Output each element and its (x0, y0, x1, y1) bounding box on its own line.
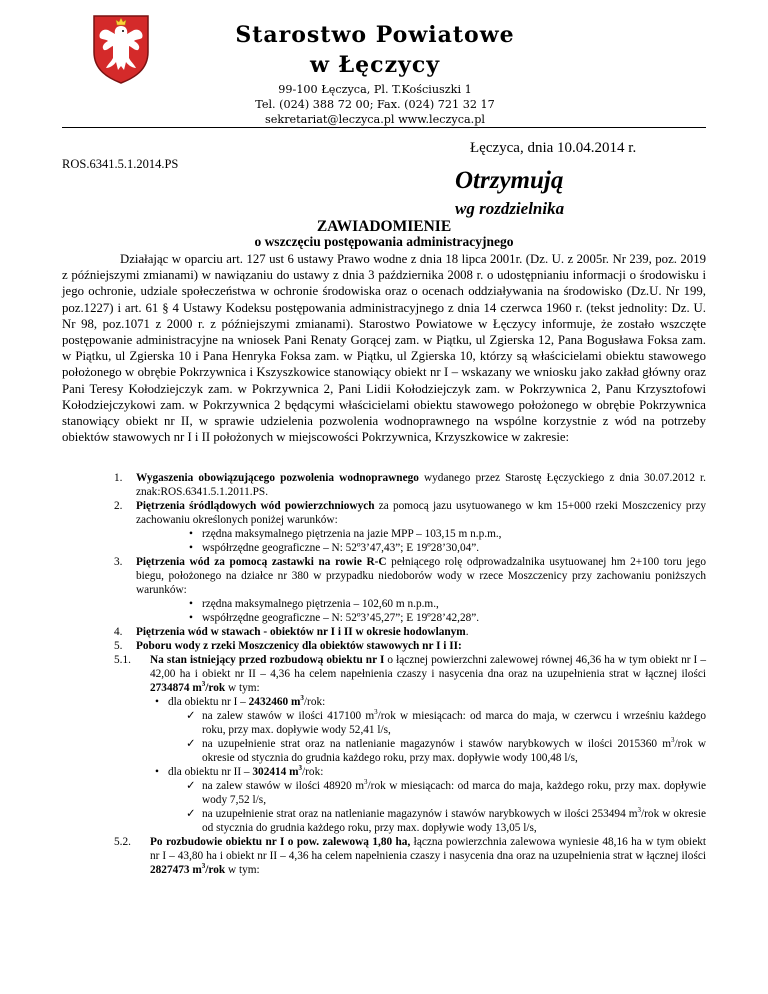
reference-number: ROS.6341.5.1.2014.PS (62, 157, 179, 171)
unit-superscript: 3 (637, 806, 642, 815)
bullet-item (62, 611, 706, 625)
bullet-dot-icon: • (189, 612, 193, 624)
org-phone-fax: Tel. (024) 388 72 00; Fax. (024) 721 32 17 (255, 98, 495, 111)
bullet-dot-icon: • (189, 542, 193, 554)
check-text: na zalew stawów w ilości 48920 m (202, 780, 365, 792)
item-number: 5. (114, 640, 123, 652)
sub-item-heading: Po rozbudowie obiektu nr I o pow. zalewową 1,80 ha, (150, 836, 411, 848)
unit-superscript: 3 (298, 764, 303, 773)
unit-superscript: 3 (201, 680, 206, 689)
item-heading: Wygaszenia obowiązującego pozwolenia wodnoprawnego (136, 472, 419, 484)
object-label: dla obiektu nr I – (168, 696, 249, 708)
intro-paragraph: Działając w oparciu art. 127 ust 6 ustawy Prawo wodne z dnia 18 lipca 2001r. (Dz. U. z 2005r. Nr 239, poz. 2019 z późniejszymi zmianami) w nawiązaniu do ustawy z dnia 3 października 2008 r. o udostępnianiu informacji o środowisku i jego ochronie, udziale społeczeństwa w ochronie środowiska oraz o ocenach oddziaływania na środowisko (Dz.U. Nr 199, poz.1227) i art. 61 § 4 Ustawy Kodeksu postępowania administracyjnego z dnia 14 czerwca 1960 r. (tekst jednolity: Dz. U. Nr 98, poz.1071 z 2000 r. z późniejszymi zmianami). Starostwo Powiatowe w Łęczycy informuje, że zostało wszczęte postępowanie administracyjne na wniosek Pani Renaty Gorącej zam. w Piątku, ul Zgierska 12, Pana Bogusława Foksa zam. w Piątku, ul Zgierska 10 i Pana Henryka Foksa zam. w Piątku, ul Zgierska 10, którzy są właścicielami obiektu stawowego położonego w obrębie Pokrzywnica i Kszyszkowice stanowiący obiekt nr I – wskazany we wniosku jako zakład główny oraz Pani Teresy Kołodziejczyk zam. w Pokrzywnica 2, Pani Lidii Kołodziejczyk zam. w Pokrzywnica 2, Panu Krzysztofowi Kołodziejczykowi zam. w Pokrzywnica 2 będącymi właścicielami obiektu stawowego położonego w obrębie Pokrzywnica stanowiący obiekt nr II, w sprawie udzielenia pozwolenia wodnoprawnego na wspólne korzystnie z wód na potrzeby obiektów stawowych nr I i II położonych w miejscowości Pokrzywnica, Krzyszkowice w zakresie: (62, 252, 706, 445)
sub-item-number: 5.2. (114, 836, 131, 848)
bullet-item (62, 597, 706, 611)
bullet-text: współrzędne geograficzne – N: 52º3’45,27”; E 19º28’42,28”. (202, 612, 480, 624)
item-text: za pomocą jazu usytuowanego w km 15+000 rzeki Moszczenicy przy zachowaniu określonych poniżej warunków: (136, 500, 706, 526)
sub-item-heading: Na stan istniejący przed rozbudową obiektu nr I (150, 654, 385, 666)
item-text: pełniącego rolę odprowadzalnika usytuowanej hm 2+100 toru jego biegu, położonego na działce nr 380 w przypadku niedoborów wody w rzece Moszczenicy przy zachowaniu poniższych warunków: (136, 556, 706, 596)
unit-superscript: 3 (364, 778, 368, 787)
bullet-text: rzędna maksymalnego piętrzenia – 102,60 m n.p.m., (202, 598, 439, 610)
bullet-text: współrzędne geograficzne – N: 52º3’47,43”; E 19º28’30,04”. (202, 542, 480, 554)
org-name-line2: w Łęczycy (309, 52, 441, 78)
check-text: na zalew stawów w ilości 417100 m (202, 710, 375, 722)
object-unit: /rok: (302, 766, 324, 778)
check-item (62, 779, 706, 807)
item-number: 2. (114, 500, 123, 512)
list-item (62, 625, 706, 639)
org-email-www: sekretariat@leczyca.pl www.leczyca.pl (265, 113, 485, 126)
sub-item-text: łączna powierzchnia zalewowa wyniesie 48,16 ha w tym obiekt nr I – 43,80 ha i obiekt nr II – 4,36 ha celem napełnienia czaszy i nasycenia dna oraz na uzupełnienia strat w łącznej ilości (150, 836, 706, 862)
recipients-title: Otrzymują (455, 167, 564, 194)
volume-unit: /rok (205, 864, 226, 876)
org-address: 99-100 Łęczyca, Pl. T.Kościuszki 1 (278, 83, 472, 96)
check-item (62, 807, 706, 835)
checkmark-icon: ✓ (186, 738, 196, 750)
bullet-item (62, 541, 706, 555)
bullet-dot-icon: • (155, 766, 159, 778)
check-text: /rok w okresie od stycznia do grudnia każdego roku, przy max. dopływie wody 13,05 l/s, (202, 808, 706, 834)
checkmark-icon: ✓ (186, 780, 196, 792)
unit-superscript: 3 (300, 694, 304, 703)
item-heading: Poboru wody z rzeki Moszczenicy dla obiektów stawowych nr I i II: (136, 640, 462, 652)
volume-value: 2734874 m (150, 682, 202, 694)
object-volume: 302414 m (252, 766, 299, 778)
object-volume: 2432460 m (248, 696, 301, 708)
header-divider (62, 127, 706, 128)
sub-item-number: 5.1. (114, 654, 131, 666)
sub-item (62, 835, 706, 877)
notice-title: ZAWIADOMIENIE (316, 218, 452, 235)
item-heading: Piętrzenia wód za pomocą zastawki na rowie R-C (136, 556, 387, 568)
check-text: na uzupełnienie strat oraz na natlenianie magazynów i stawów narybkowych w ilości 2015360 m (202, 738, 671, 750)
check-text: /rok w miesiącach: od marca do maja, każdego roku, przy max. dopływie wody 7,52 l/s, (202, 780, 706, 806)
scope-list (62, 471, 706, 877)
coat-of-arms-icon (92, 14, 150, 84)
list-item (62, 639, 706, 653)
item-heading: Piętrzenia wód w stawach - obiektów nr I i II w okresie hodowlanym (136, 626, 466, 638)
list-item (62, 555, 706, 597)
item-number: 1. (114, 472, 123, 484)
bullet-dot-icon: • (155, 696, 159, 708)
item-number: 3. (114, 556, 123, 568)
org-name-line1: Starostwo Powiatowe (235, 22, 515, 48)
sub-item-text: w tym: (225, 864, 260, 876)
sub-item-text: w tym: (225, 682, 260, 694)
check-item (62, 737, 706, 765)
bullet-dot-icon: • (189, 528, 193, 540)
letter-date: Łęczyca, dnia 10.04.2014 r. (470, 140, 637, 156)
bullet-item (62, 695, 706, 709)
unit-superscript: 3 (201, 862, 206, 871)
volume-value: 2827473 m (150, 864, 202, 876)
object-label: dla obiektu nr II – (168, 766, 253, 778)
list-item (62, 471, 706, 499)
volume-unit: /rok (205, 682, 226, 694)
list-item (62, 499, 706, 527)
checkmark-icon: ✓ (186, 710, 196, 722)
check-text: /rok w okresie od stycznia do grudnia każdego roku, przy max. dopływie wody 100,48 l/s, (202, 738, 706, 764)
check-item (62, 709, 706, 737)
sub-item-text: o łącznej powierzchni zalewowej równej 46,36 ha w tym obiekt nr I – 42,00 ha i obiekt nr II – 4,36 ha celem napełnienia czaszy i nasycenia dna oraz na uzupełnienia strat w łącznej ilości (150, 654, 706, 680)
bullet-item (62, 765, 706, 779)
check-text: /rok w miesiącach: od marca do maja, w czerwcu i wrześniu każdego roku, przy max. dopływie wody 52,41 l/s, (202, 710, 706, 736)
unit-superscript: 3 (671, 736, 675, 745)
check-text: na uzupełnienie strat oraz na natlenianie magazynów i stawów narybkowych w ilości 253494 m (202, 808, 638, 820)
bullet-item (62, 527, 706, 541)
sub-item (62, 653, 706, 695)
item-text: . (465, 626, 469, 638)
item-number: 4. (114, 626, 123, 638)
item-heading: Piętrzenia śródlądowych wód powierzchniowych (136, 500, 375, 512)
item-text: wydanego przez Starostę Łęczyckiego z dnia 30.07.2012 r. znak:ROS.6341.5.1.2011.PS. (136, 472, 706, 498)
bullet-text: rzędna maksymalnego piętrzenia na jazie MPP – 103,15 m n.p.m., (202, 528, 502, 540)
object-unit: /rok: (303, 696, 326, 708)
notice-subtitle: o wszczęciu postępowania administracyjnego (254, 234, 514, 249)
unit-superscript: 3 (374, 708, 378, 717)
bullet-dot-icon: • (189, 598, 193, 610)
checkmark-icon: ✓ (186, 808, 196, 820)
recipients-subtitle: wg rozdzielnika (455, 199, 565, 218)
